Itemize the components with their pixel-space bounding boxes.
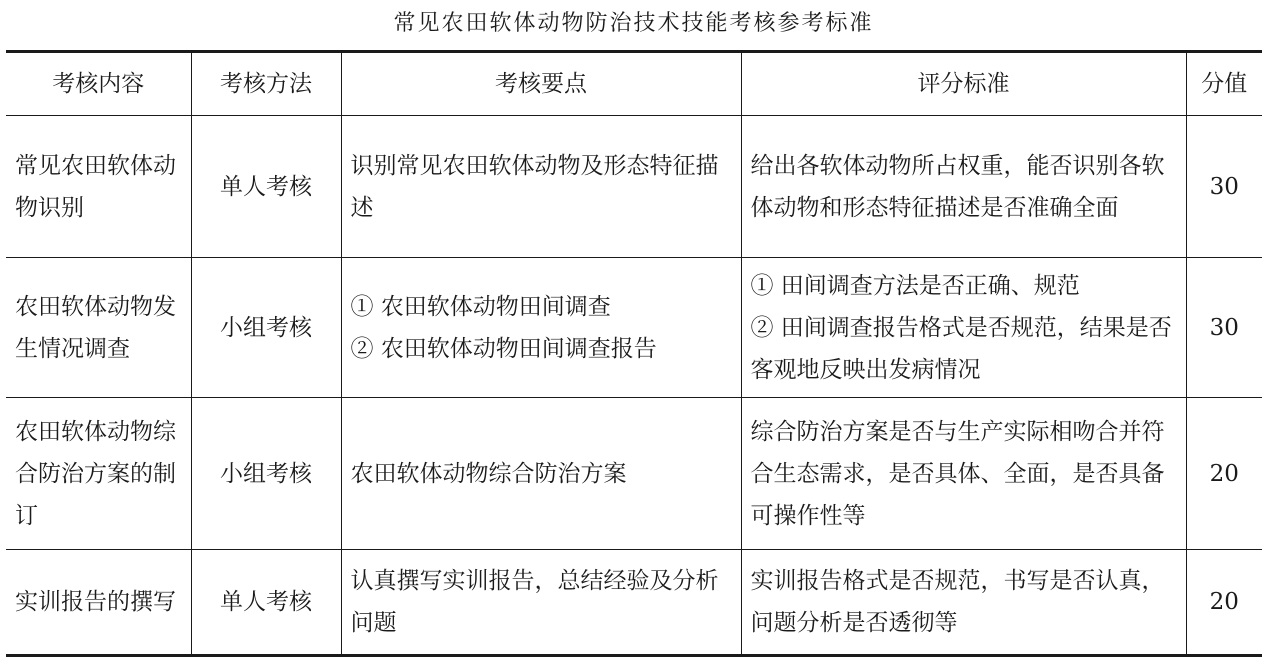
cell-criteria [741,258,1186,398]
point-line: ② 农田软体动物田间调查报告 [350,335,657,362]
header-content: 考核内容 [6,52,191,116]
table-row [6,258,1262,398]
cell-method: 单人考核 [191,116,341,258]
cell-content: 农田软体动物发生情况调查 [6,258,191,398]
assessment-table [6,50,1262,657]
table-row [6,116,1262,258]
header-criteria: 评分标准 [741,52,1186,116]
criteria-line: ① 田间调查方法是否正确、规范 [750,272,1080,299]
table-row [6,398,1262,550]
cell-score: 30 [1186,258,1262,398]
cell-content: 实训报告的撰写 [6,550,191,656]
cell-points [341,258,741,398]
header-method: 考核方法 [191,52,341,116]
header-points: 考核要点 [341,52,741,116]
cell-score: 20 [1186,398,1262,550]
header-row [6,52,1262,116]
point-line: ① 农田软体动物田间调查 [350,293,611,320]
cell-criteria [741,550,1186,656]
point-line: 认真撰写实训报告，总结经验及分析问题 [350,568,719,636]
header-score: 分值 [1186,52,1262,116]
cell-method: 小组考核 [191,258,341,398]
criteria-line: 综合防治方案是否与生产实际相吻合并符合生态需求，是否具体、全面，是否具备可操作性等 [750,418,1165,529]
criteria-line: 实训报告格式是否规范，书写是否认真，问题分析是否透彻等 [750,568,1165,636]
cell-points [341,550,741,656]
point-line: 识别常见农田软体动物及形态特征描述 [350,152,719,221]
cell-content: 常见农田软体动物识别 [6,116,191,258]
cell-criteria [741,398,1186,550]
cell-method: 小组考核 [191,398,341,550]
cell-content: 农田软体动物综合防治方案的制订 [6,398,191,550]
criteria-line: ② 田间调查报告格式是否规范，结果是否客观地反映出发病情况 [750,314,1172,383]
cell-score: 30 [1186,116,1262,258]
cell-criteria [741,116,1186,258]
cell-score: 20 [1186,550,1262,656]
point-line: 农田软体动物综合防治方案 [350,460,627,487]
table-row [6,550,1262,656]
table-title: 常见农田软体动物防治技术技能考核参考标准 [393,11,874,36]
cell-method: 单人考核 [191,550,341,656]
criteria-line: 给出各软体动物所占权重，能否识别各软体动物和形态特征描述是否准确全面 [750,152,1165,221]
cell-points [341,398,741,550]
cell-points [341,116,741,258]
